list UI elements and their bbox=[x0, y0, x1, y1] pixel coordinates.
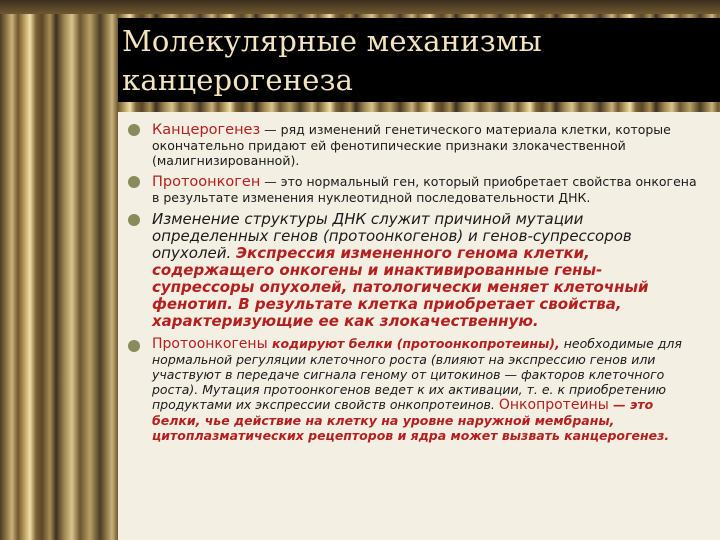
bullet-dot-icon bbox=[128, 340, 140, 352]
bullet-protooncogene bbox=[128, 174, 703, 205]
term-oncoproteins: Онкопротеины bbox=[498, 397, 609, 413]
oncoproteins-definition: — это белки, чье действие на клетку на уровне наружной мембраны, цитоплазматических рецепторов и ядра может вызвать канцерогенез. bbox=[152, 397, 670, 443]
term-protooncogene: Протоонкоген bbox=[152, 174, 261, 190]
term-protooncogenes: Протоонкогены bbox=[152, 336, 268, 352]
bullet-dot-icon bbox=[128, 124, 140, 136]
bullet-carcinogenesis bbox=[128, 122, 703, 168]
slide-title: Молекулярные механизмы канцерогенеза bbox=[122, 24, 542, 97]
bullet-protooncogenes-encode bbox=[128, 336, 703, 443]
dna-mutation-text: Изменение структуры ДНК служит причиной мутации определенных генов (протоонкогенов) и генов-супрессоров опухолей. bbox=[152, 210, 632, 262]
top-band bbox=[0, 0, 720, 14]
bullet-dot-icon bbox=[128, 214, 140, 226]
protooncogenes-encode-text: кодируют белки (протоонкопротеины), bbox=[267, 336, 560, 351]
term-carcinogenesis: Канцерогенез bbox=[152, 122, 261, 138]
bullet-dna-mutation bbox=[128, 211, 703, 330]
bullet-list bbox=[128, 122, 703, 443]
expression-text: Экспрессия измененного генома клетки, содержащего онкогены и инактивированные гены-супрессоры опухолей, патологически меняет клеточный фенотип. В результате клетка приобретает свойства, характеризующие ее как злокачественную. bbox=[152, 244, 649, 330]
definition-protooncogene: — это нормальный ген, который приобретает свойства онкогена в результате изменения нуклеотидной последовательности ДНК. bbox=[152, 174, 697, 205]
protooncogenes-details: необходимые для нормальной регуляции клеточного роста (влияют на экспрессию генов или участвуют в передаче сигнала геному от цитокинов — факторов клеточного роста). Мутация протоонкогенов ведет к их активации, т. е. к приобретению продуктами их экспрессии свойств онкопротеинов. bbox=[152, 336, 682, 412]
bullet-dot-icon bbox=[128, 176, 140, 188]
definition-carcinogenesis: — ряд изменений генетического материала клетки, которые окончательно придают ей фенотипические признаки злокачественной (малигнизированной). bbox=[152, 122, 671, 168]
